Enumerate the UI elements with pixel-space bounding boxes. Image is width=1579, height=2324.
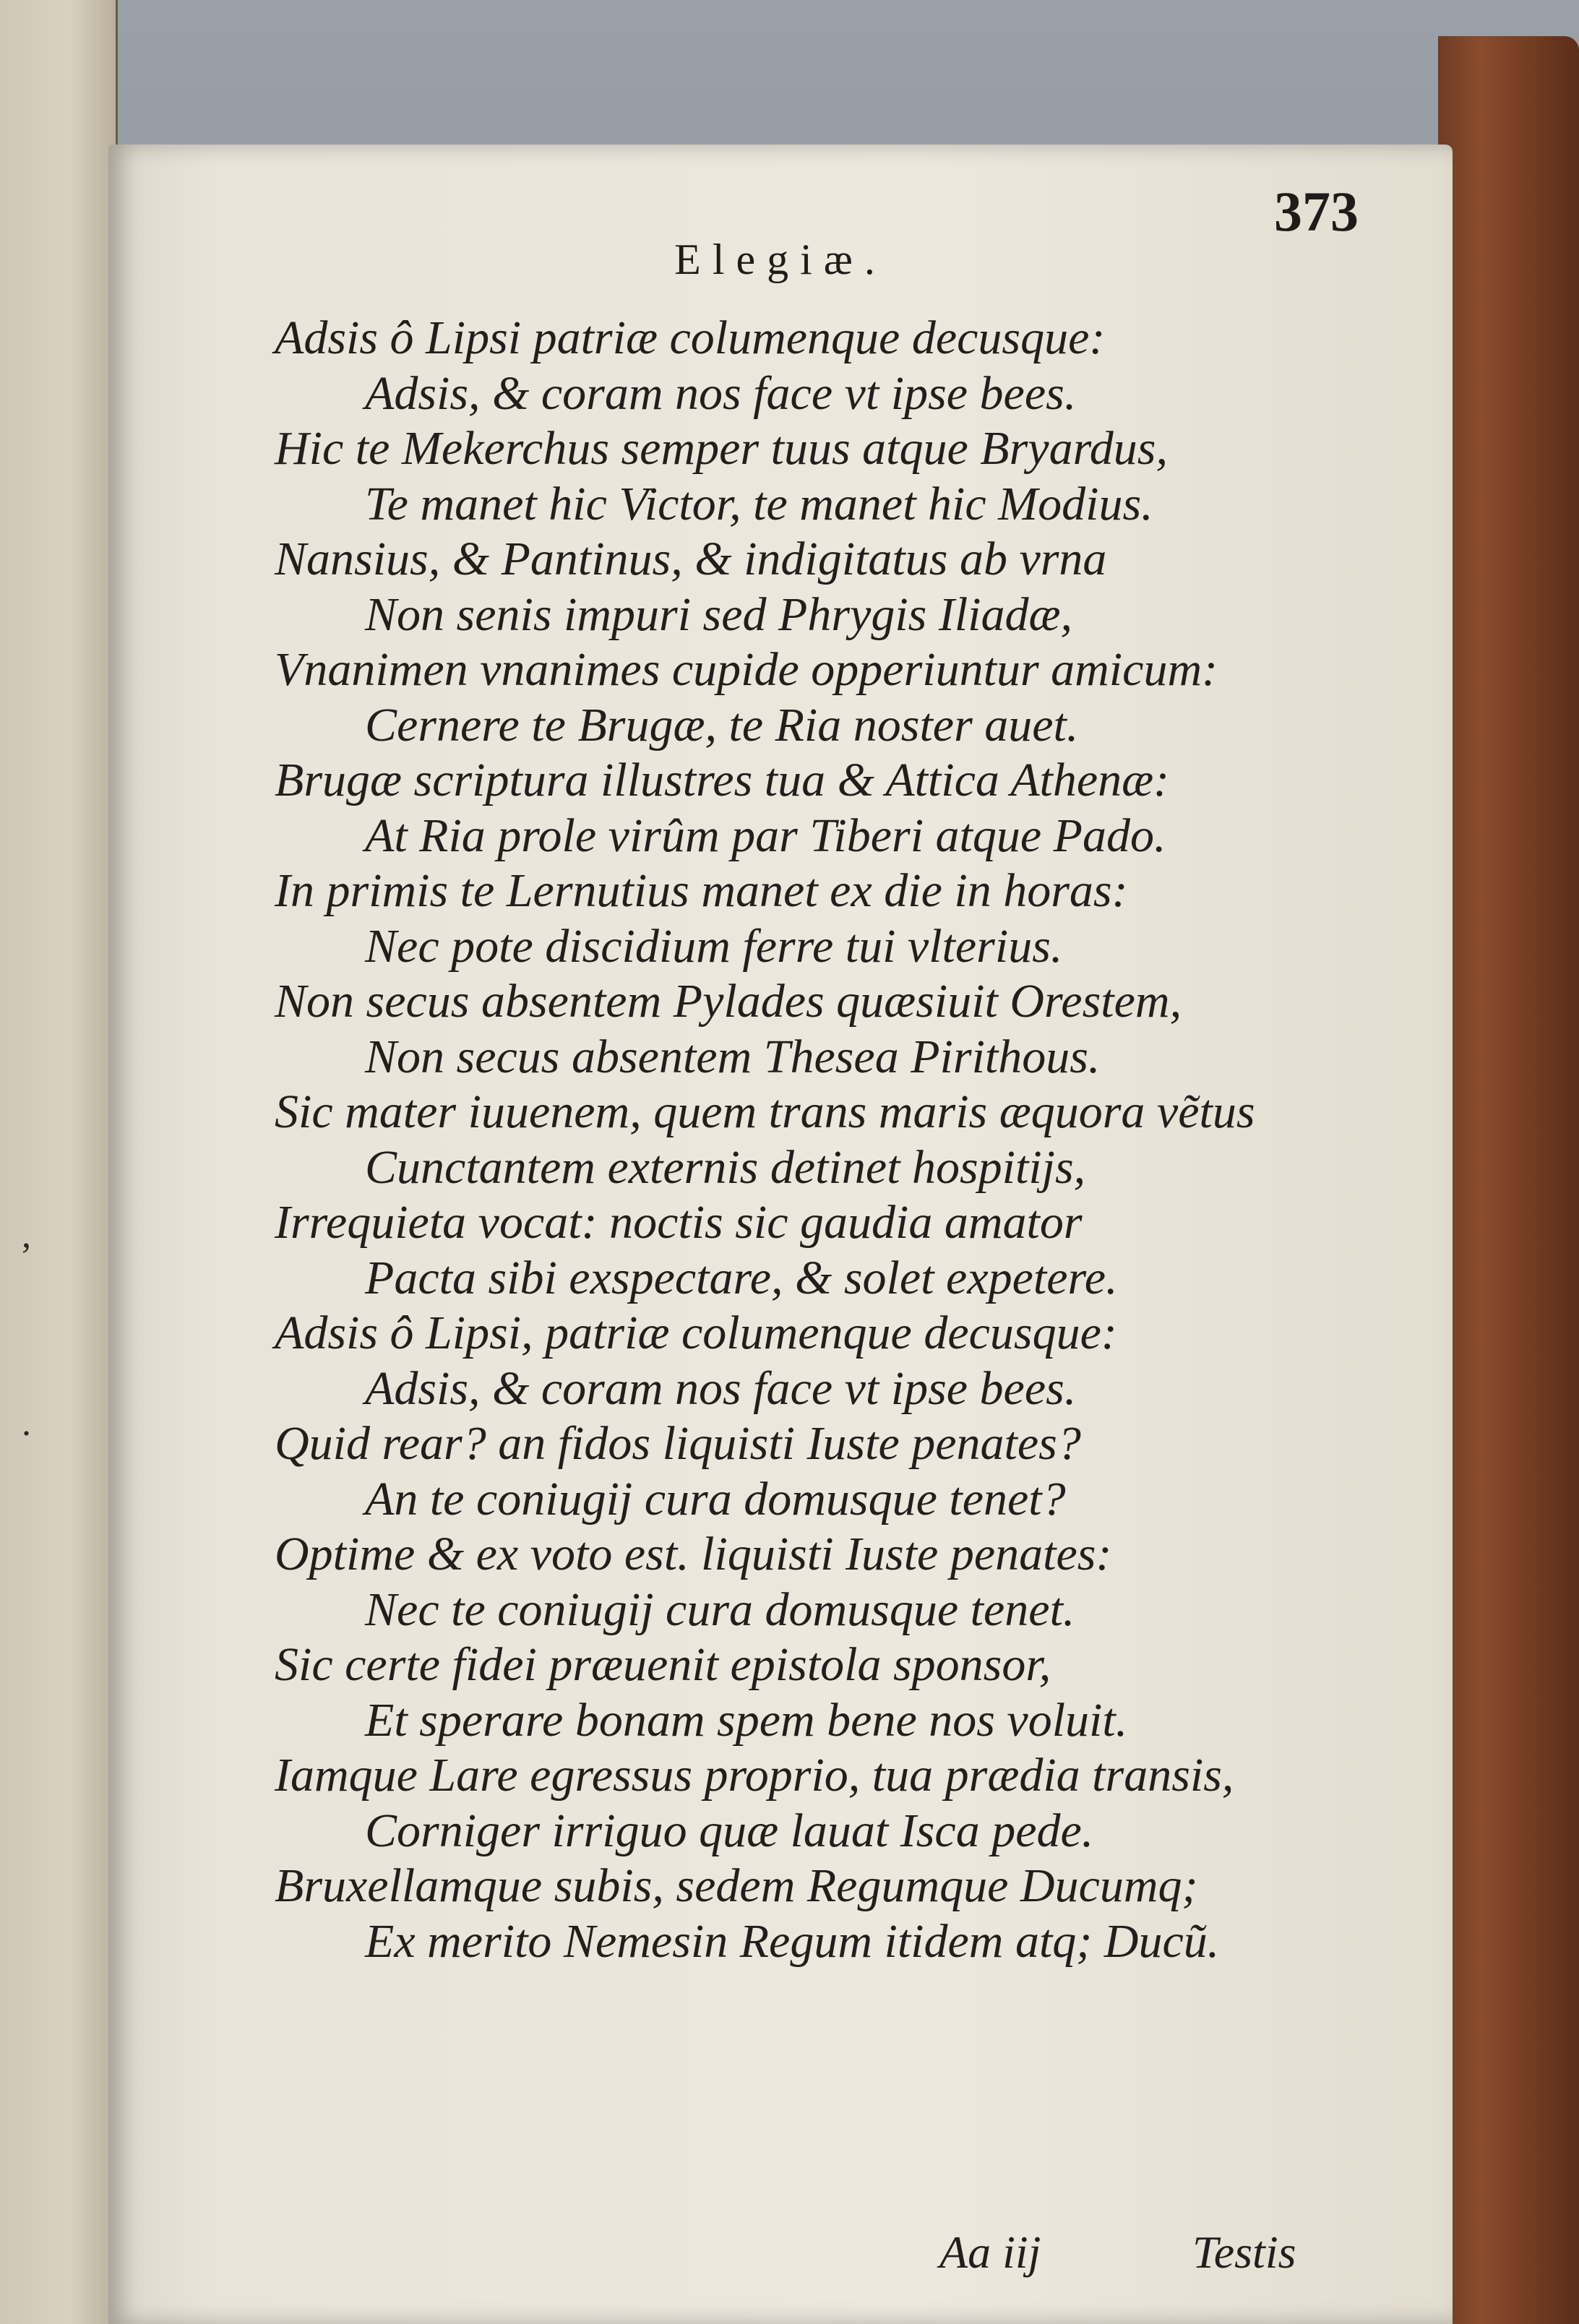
verse-line: Optime & ex voto est. liquisti Iuste penates: <box>275 1528 1112 1580</box>
verse-line: Adsis, & coram nos face vt ipse bees. <box>365 1361 1077 1415</box>
verse-line: Corniger irriguo quæ lauat Isca pede. <box>365 1804 1094 1857</box>
left-facing-page <box>0 0 118 2324</box>
verse-line: Cernere te Brugæ, te Ria noster auet. <box>365 698 1079 752</box>
verse-line: Sic mater iuuenem, quem trans maris æquora vẽtus <box>275 1085 1255 1138</box>
verse-line: An te coniugij cura domusque tenet? <box>365 1472 1066 1525</box>
verse-line: Et sperare bonam spem bene nos voluit. <box>365 1693 1128 1747</box>
verse-line: Bruxellamque subis, sedem Regumque Ducumq; <box>275 1859 1198 1912</box>
verse-line: At Ria prole virûm par Tiberi atque Pado. <box>365 809 1166 862</box>
left-page-mark: , <box>22 1215 31 1256</box>
verse-line: Adsis, & coram nos face vt ipse bees. <box>365 366 1077 420</box>
verse-line: Sic certe fidei præuenit epistola sponsor, <box>275 1638 1051 1691</box>
verse-line: Pacta sibi exspectare, & solet expetere. <box>365 1251 1118 1304</box>
verse-line: Te manet hic Victor, te manet hic Modius. <box>365 477 1153 530</box>
verse-line: Quid rear? an fidos liquisti Iuste penates? <box>275 1417 1081 1470</box>
running-head: Elegiæ. <box>674 236 887 283</box>
verse-line: Vnanimen vnanimes cupide opperiuntur amicum: <box>275 643 1218 696</box>
book-page <box>108 145 1453 2324</box>
book-binding <box>1438 36 1579 2324</box>
verse-line: Hic te Mekerchus semper tuus atque Bryardus, <box>275 422 1168 475</box>
page-number: 373 <box>1274 180 1359 243</box>
catchword: Testis <box>1192 2226 1296 2278</box>
verse-line: Nec te coniugij cura domusque tenet. <box>365 1583 1075 1636</box>
verse-line: Non secus absentem Thesea Pirithous. <box>365 1030 1101 1083</box>
verse-line: Ex merito Nemesin Regum itidem atq; Ducũ. <box>365 1914 1220 1968</box>
verse-line: Non senis impuri sed Phrygis Iliadæ, <box>365 588 1073 641</box>
verse-line: Irrequieta vocat: noctis sic gaudia amator <box>275 1196 1083 1249</box>
signature-mark: Aa iij <box>939 2226 1041 2278</box>
verse-line: Adsis ô Lipsi patriæ columenque decusque: <box>275 311 1106 364</box>
verse-line: Non secus absentem Pylades quæsiuit Orestem, <box>275 975 1182 1028</box>
verse-line: Iamque Lare egressus proprio, tua prædia transis, <box>275 1749 1234 1802</box>
verse-block <box>275 311 1402 1969</box>
verse-line: Nec pote discidium ferre tui vlterius. <box>365 919 1063 973</box>
verse-line: Brugæ scriptura illustres tua & Attica Athenæ: <box>275 754 1170 806</box>
verse-line: Nansius, & Pantinus, & indigitatus ab vrna <box>275 533 1107 585</box>
verse-line: In primis te Lernutius manet ex die in horas: <box>275 864 1128 917</box>
verse-line: Cunctantem externis detinet hospitijs, <box>365 1140 1086 1194</box>
verse-line: Adsis ô Lipsi, patriæ columenque decusque: <box>275 1307 1117 1359</box>
left-page-mark: . <box>22 1403 31 1444</box>
